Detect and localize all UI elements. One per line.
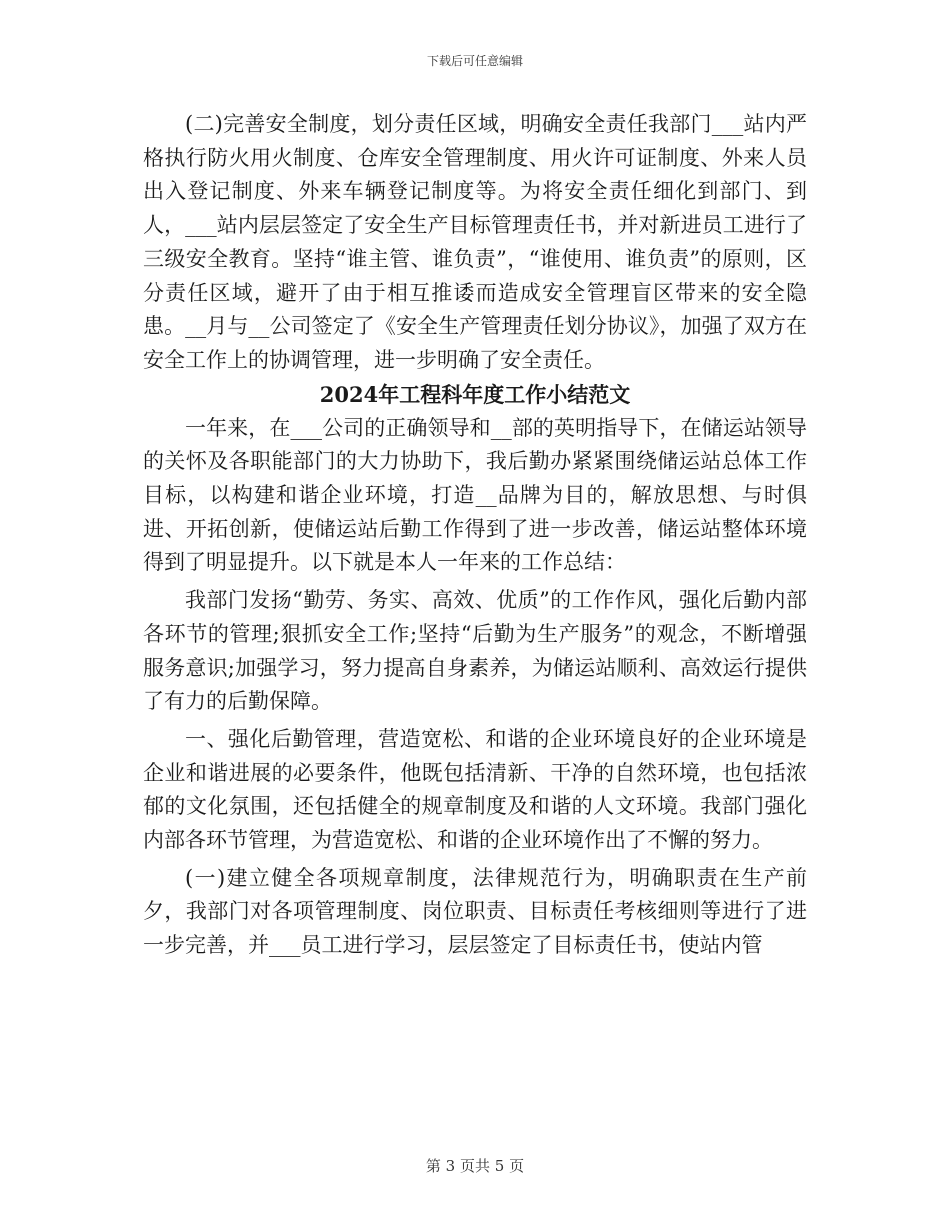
paragraph-intro: 一年来，在___公司的正确领导和__部的英明指导下，在储运站领导的关怀及各职能部门的大力协助下，我后勤办紧紧围绕储运站总体工作目标，以构建和谐企业环境，打造__品牌为目的，解放思想、与时俱进、开拓创新，使储运站后勤工作得到了进一步改善，储运站整体环境得到了明显提升。以下就是本人一年来的工作总结： (143, 415, 807, 575)
paragraph-section-one: 一、强化后勤管理，营造宽松、和谐的企业环境良好的企业环境是企业和谐进展的必要条件，他既包括清新、干净的自然环境，也包括浓郁的文化氛围，还包括健全的规章制度及和谐的人文环境。我部门强化内部各环节管理，为营造宽松、和谐的企业环境作出了不懈的努力。 (143, 726, 807, 853)
paragraph-subsection-one: (一)建立健全各项规章制度，法律规范行为，明确职责在生产前夕，我部门对各项管理制度、岗位职责、目标责任考核细则等进行了进一步完善，并___员工进行学习，层层签定了目标责任书，使站内管 (143, 865, 807, 958)
page-header: 下载后可任意编辑 (426, 54, 523, 68)
page-number: 第 3 页共 5 页 (425, 1157, 525, 1175)
paragraph-work-style: 我部门发扬“勤劳、务实、高效、优质”的工作作风，强化后勤内部各环节的管理;狠抓安全工作;坚持“后勤为生产服务”的观念，不断增强服务意识;加强学习，努力提高自身素养，为储运站顺利、高效运行提供了有力的后勤保障。 (143, 588, 807, 714)
document-body (143, 108, 807, 963)
document-title: 2024年工程科年度工作小结范文 (319, 381, 631, 407)
paragraph-safety-system: (二)完善安全制度，划分责任区域，明确安全责任我部门___站内严格执行防火用火制度、仓库安全管理制度、用火许可证制度、外来人员出入登记制度、外来车辆登记制度等。为将安全责任细化到部门、到人，___站内层层签定了安全生产目标管理责任书，并对新进员工进行了三级安全教育。坚持“谁主管、谁负责”，“谁使用、谁负责”的原则，区分责任区域，避开了由于相互推诿而造成安全管理盲区带来的安全隐患。__月与__公司签定了《安全生产管理责任划分协议》，加强了双方在安全工作上的协调管理，进一步明确了安全责任。 (143, 112, 807, 372)
